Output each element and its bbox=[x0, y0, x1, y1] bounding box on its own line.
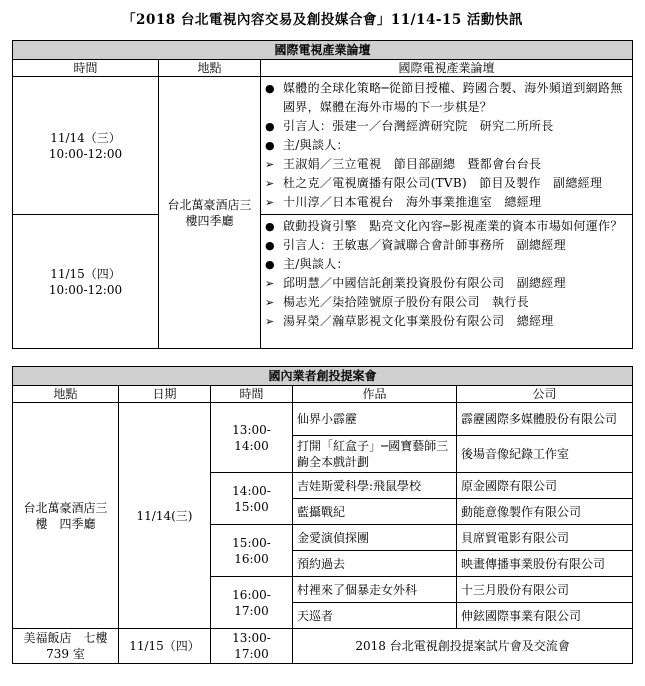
work-title: 仙界小霹靂 bbox=[293, 403, 457, 436]
list-item: ➢ 王淑娟／三立電視 節目部副總 暨都會台台長 bbox=[265, 155, 628, 174]
slot-time: 15:00-16:00 bbox=[211, 525, 293, 577]
pitch-header-date: 日期 bbox=[119, 386, 211, 403]
forum-day2-datetime bbox=[13, 215, 159, 349]
bullet-icon: ● bbox=[265, 220, 275, 233]
arrow-bullet-icon: ➢ bbox=[265, 296, 275, 309]
bullet-icon: ● bbox=[265, 82, 275, 95]
pitch-section-title: 國內業者創投提案會 bbox=[13, 367, 633, 386]
forum-venue bbox=[159, 77, 261, 349]
forum-table bbox=[12, 40, 633, 349]
company-name: 十三月股份有限公司 bbox=[457, 577, 633, 603]
pitch-header-venue: 地點 bbox=[13, 386, 119, 403]
pitch-venue bbox=[13, 403, 119, 629]
forum-day2-topics bbox=[261, 215, 633, 349]
company-name: 貝席貿電影有限公司 bbox=[457, 525, 633, 551]
forum-header-venue: 地點 bbox=[159, 60, 261, 77]
list-item: ● 引言人：王敏惠／資誠聯合會計師事務所 副總經理 bbox=[265, 236, 628, 255]
bullet-icon: ● bbox=[265, 258, 275, 271]
work-title: 打開「紅盒子」─國寶藝師三齣全本戲計劃 bbox=[293, 436, 457, 473]
slot-time: 13:00-14:00 bbox=[211, 403, 293, 473]
pitch-header-company: 公司 bbox=[457, 386, 633, 403]
bullet-icon: ● bbox=[265, 139, 275, 152]
pitch-venue-2: 美福飯店 七樓739 室 bbox=[13, 629, 119, 664]
forum-day1-datetime bbox=[13, 77, 159, 215]
page-title: 「2018 台北電視內容交易及創投媒合會」11/14-15 活動快訊 bbox=[122, 12, 523, 28]
forum-day1-topics bbox=[261, 77, 633, 215]
work-title: 吉娃斯愛科學:飛鼠學校 bbox=[293, 473, 457, 499]
list-item: ➢ 十川淳／日本電視台 海外事業推進室 總經理 bbox=[265, 193, 628, 212]
table-row bbox=[13, 629, 633, 664]
forum-day2-time: 10:00-12:00 bbox=[48, 282, 123, 297]
pitch-header-work: 作品 bbox=[293, 386, 457, 403]
company-name: 伸鉉國際事業有限公司 bbox=[457, 603, 633, 629]
pitch-date-2: 11/15（四） bbox=[119, 629, 211, 664]
arrow-bullet-icon: ➢ bbox=[265, 177, 275, 190]
arrow-bullet-icon: ➢ bbox=[265, 158, 275, 171]
table-row bbox=[13, 403, 633, 436]
list-item: ➢ 楊志光／柒拾陸號原子股份有限公司 執行長 bbox=[265, 293, 628, 312]
list-item: ● 主/與談人： bbox=[265, 255, 628, 274]
list-item: ● 媒體的全球化策略─從節目授權、跨國合製、海外頻道到網路無國界，媒體在海外市場的下一步棋是？ bbox=[265, 81, 623, 114]
work-title: 預約過去 bbox=[293, 551, 457, 577]
forum-header-time: 時間 bbox=[13, 60, 159, 77]
arrow-bullet-icon: ➢ bbox=[265, 315, 275, 328]
bullet-icon: ● bbox=[265, 239, 275, 252]
company-name: 原金國際有限公司 bbox=[457, 473, 633, 499]
list-item: ➢ 邱明慧／中國信託創業投資股份有限公司 副總經理 bbox=[265, 274, 628, 293]
pitch-date: 11/14(三) bbox=[119, 403, 211, 629]
forum-section-title: 國際電視產業論壇 bbox=[13, 41, 633, 60]
forum-day2-date: 11/15（四） bbox=[50, 266, 121, 281]
pitch-table bbox=[12, 366, 633, 664]
work-title: 藍攝戰紀 bbox=[293, 499, 457, 525]
company-name: 霹靂國際多媒體股份有限公司 bbox=[457, 403, 633, 436]
work-title: 村裡來了個暴走女外科 bbox=[293, 577, 457, 603]
pitch-venue-text: 台北萬豪酒店三樓 四季廳 bbox=[23, 500, 108, 531]
forum-venue-text: 台北萬豪酒店三樓四季廳 bbox=[167, 197, 252, 228]
slot-time: 14:00-15:00 bbox=[211, 473, 293, 525]
pitch-header-time: 時間 bbox=[211, 386, 293, 403]
company-name: 後場音像紀錄工作室 bbox=[457, 436, 633, 473]
screening-event: 2018 台北電視創投提案試片會及交流會 bbox=[293, 629, 633, 664]
work-title: 天巡者 bbox=[293, 603, 457, 629]
list-item: ● 主/與談人： bbox=[265, 136, 628, 155]
forum-day1-date: 11/14（三） bbox=[50, 130, 121, 145]
forum-header-topic: 國際電視產業論壇 bbox=[261, 60, 633, 77]
arrow-bullet-icon: ➢ bbox=[265, 277, 275, 290]
slot-time: 16:00-17:00 bbox=[211, 577, 293, 629]
list-item: ➢ 湯昇榮／瀚草影視文化事業股份有限公司 總經理 bbox=[265, 312, 628, 331]
list-item: ● 啟動投資引擎 點亮文化內容─影視產業的資本市場如何運作？ bbox=[265, 217, 628, 236]
list-item: ● 引言人：張建一／台灣經濟研究院 研究二所所長 bbox=[265, 117, 628, 136]
company-name: 映畫傳播事業股份有限公司 bbox=[457, 551, 633, 577]
list-item: ➢ 杜之克／電視廣播有限公司(TVB) 節目及製作 副總經理 bbox=[265, 174, 628, 193]
company-name: 動能意像製作有限公司 bbox=[457, 499, 633, 525]
work-title: 金愛演偵探團 bbox=[293, 525, 457, 551]
arrow-bullet-icon: ➢ bbox=[265, 196, 275, 209]
slot-time-2: 13:00-17:00 bbox=[211, 629, 293, 664]
forum-day1-time: 10:00-12:00 bbox=[48, 146, 123, 161]
bullet-icon: ● bbox=[265, 120, 275, 133]
